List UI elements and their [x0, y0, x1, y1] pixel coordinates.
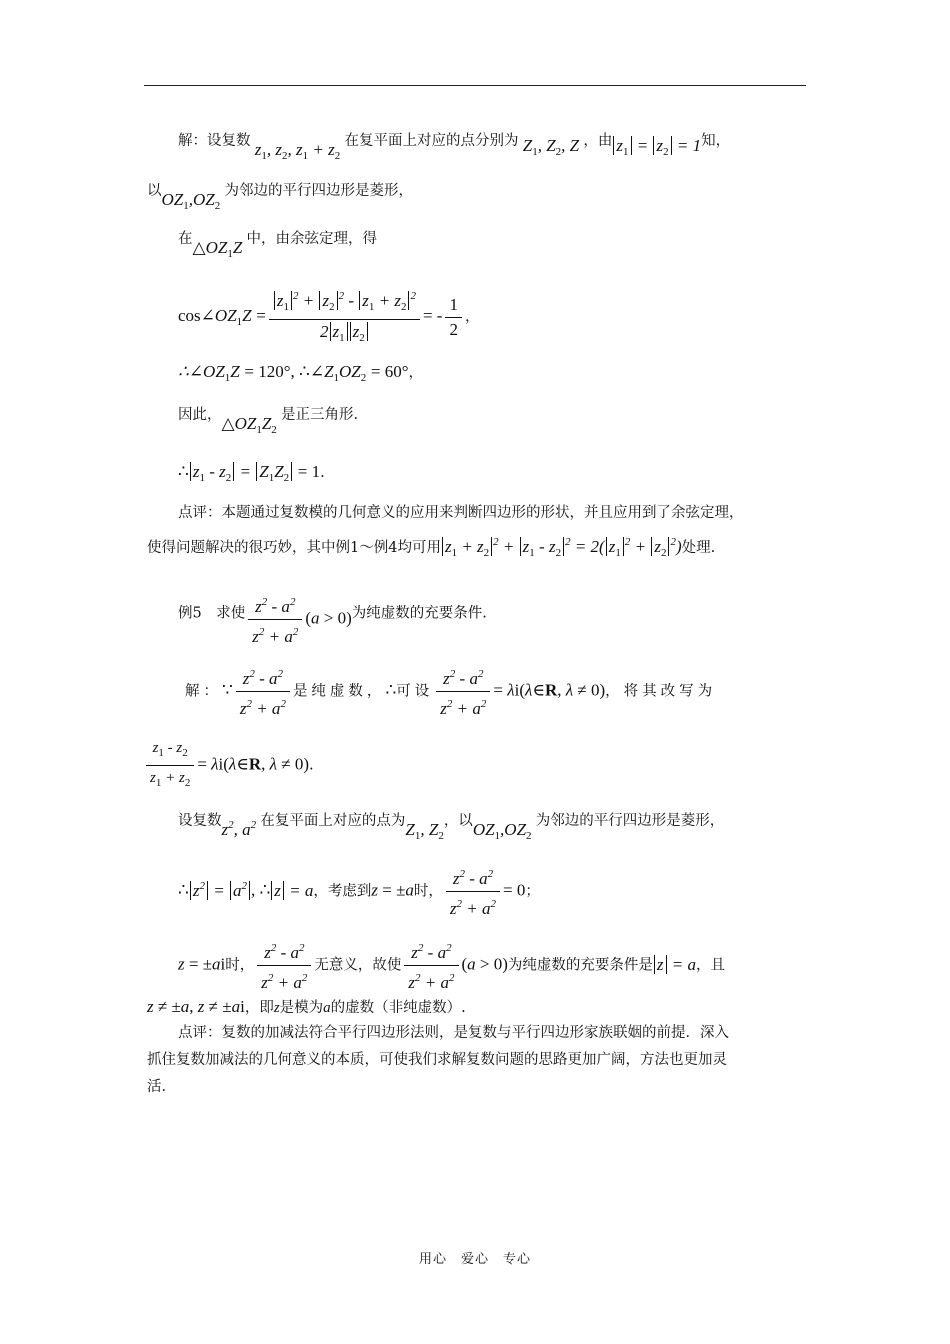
rewrite-fraction: $\frac{z_1 - z_2}{z_1 + z_2}$ = λi(λ∈R, λ ≠ 0). [143, 736, 314, 795]
example-5-solution-line-4: ∴ $z^2 = a^2$ , ∴ z = a，考虑到z = ±a时， $\frac{z^2 - a^2}{z^2 + a^2}$ = 0； [178, 862, 540, 921]
solution-line-1: 解：设复数 $z_1$, $z_2$, $z_1 + z_2$ 在复平面上对应的点分别为 $Z_1$, $Z_2$, Z ，由 $z_1 = z_2 = 1$知， [178, 133, 731, 162]
example-5-solution-line-6: z ≠ ±a, z ≠ ±ai，即z是模为a的虚数（非纯虚数）. [147, 997, 466, 1016]
final-comment-line-2: 抓住复数加减法的几何意义的本质，可使我们求解复数问题的思路更加广阔，方法也更加灵 [147, 1052, 727, 1068]
final-comment-line-1: 点评：复数的加减法符合平行四边形法则，是复数与平行四边形家族联姻的前提．深入 [178, 1025, 729, 1041]
comment-line-1: 点评：本题通过复数模的几何意义的应用来判断四边形的形状，并且应用到了余弦定理， [178, 505, 744, 521]
header-rule [144, 85, 806, 86]
solution-line-2: 以$OZ_1,OZ_2$ 为邻边的平行四边形是菱形， [147, 183, 413, 212]
angle-line: $\therefore\angle OZ_1Z = 120^\circ$, $\therefore\angle Z_1OZ_2 = 60^\circ$， [178, 362, 424, 384]
example-5-solution-line-3: 设复数$z^2$, $a^2$ 在复平面上对应的点为$Z_1$, $Z_2$，以$OZ_1,OZ_2$ 为邻边的平行四边形是菱形， [178, 813, 725, 842]
triangle-line: 因此，$\triangle OZ_1Z_2$ 是正三角形. [178, 407, 359, 436]
comment-line-2: 使得问题解决的很巧妙，其中例1～例4均可用 $z_1 + z_2^2 + z_1 - z_2^2 = 2$( $z_1^2 + z_2^2$)处理. [147, 536, 716, 559]
modulus-result-line: ∴ $z_1 - z_2 = Z_1Z_2 = 1$. [178, 462, 325, 484]
page-footer: 用心 爱心 专心 [418, 1252, 531, 1267]
example-5: 例5 求使 $\frac{z^2 - a^2}{z^2 + a^2}$ (a > 0)为纯虚数的充要条件. [178, 590, 487, 649]
example-5-solution-line-1: 解：∵ $\frac{z^2 - a^2}{z^2 + a^2}$ 是纯虚数，∴可设 $\frac{z^2 - a^2}{z^2 + a^2}$ = λi(λ∈R, λ ≠ 0)，将其改写为 [185, 662, 716, 721]
cosine-formula: $\cos\angle OZ_1Z$ = $\frac{z_1^2 + z_2^2 - z_1 + z_2^2}{2 z_1 z_2}$ = - $\frac{1}{2}$ ， [178, 284, 479, 350]
example-5-solution-line-5: z = ±ai时， $\frac{z^2 - a^2}{z^2 + a^2}$ 无意义，故使 $\frac{z^2 - a^2}{z^2 + a^2}$ (a > 0)为纯虚数的充要条件是 z = a，且 [178, 936, 725, 995]
solution-line-3: 在$\triangle OZ_1Z$ 中，由余弦定理，得 [178, 231, 378, 260]
final-comment-line-3: 活. [147, 1079, 167, 1095]
